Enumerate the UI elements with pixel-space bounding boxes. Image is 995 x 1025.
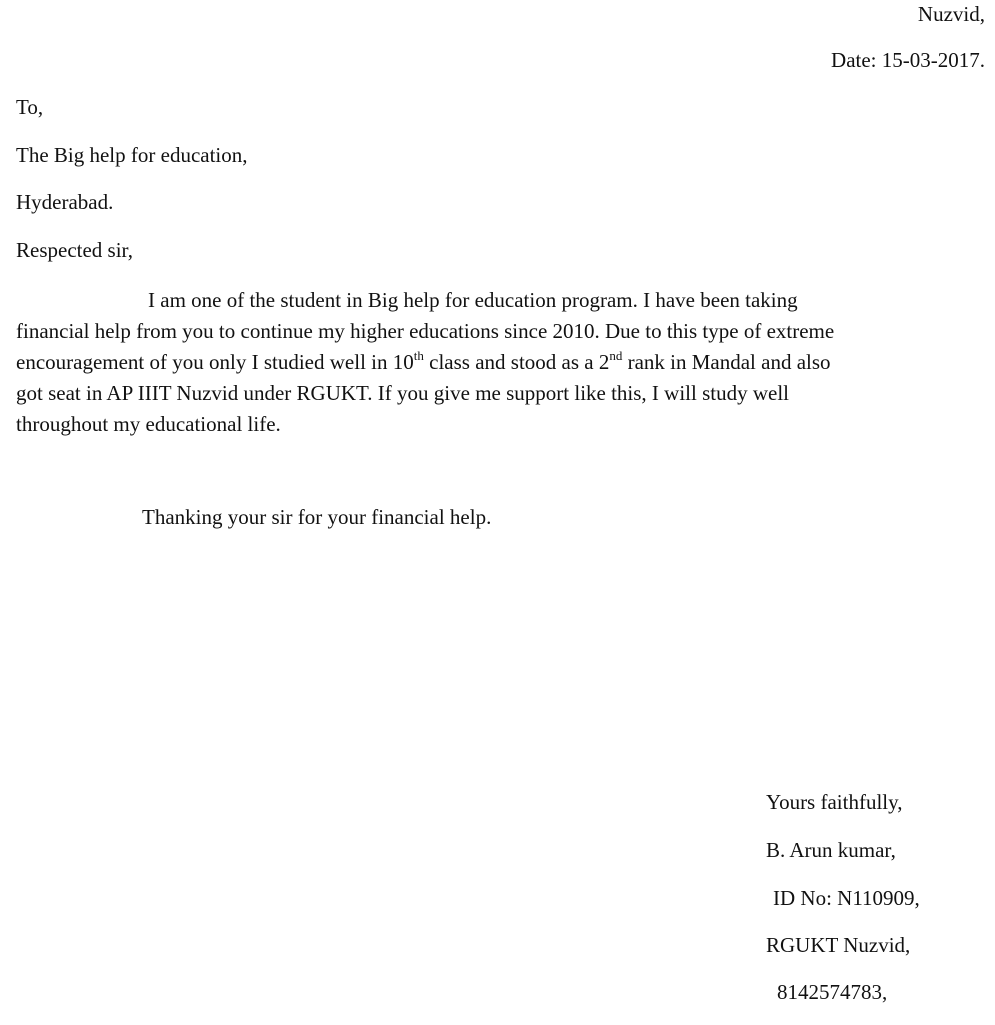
thanks-line: Thanking your sir for your financial help. (142, 505, 492, 529)
body-line-4: got seat in AP IIIT Nuzvid under RGUKT. If you give me support like this, I will study well (16, 381, 790, 405)
body-line-5: throughout my educational life. (16, 412, 281, 436)
body-line-3-part-a: encouragement of you only I studied well in 10 (16, 350, 414, 374)
body-line-3-part-b: class and stood as a 2 (423, 350, 610, 374)
closing-line: Yours faithfully, (766, 790, 903, 814)
sender-name: B. Arun kumar, (766, 838, 896, 862)
superscript-nd: nd (609, 348, 623, 363)
body-line-1: I am one of the student in Big help for education program. I have been taking (148, 288, 798, 312)
body-line-2: financial help from you to continue my higher educations since 2010. Due to this type of extreme (16, 319, 835, 343)
letter-body (16, 285, 994, 440)
body-line-3 (16, 347, 994, 378)
superscript-th: th (413, 348, 424, 363)
body-line-3-part-c: rank in Mandal and also (622, 350, 831, 374)
sender-phone: 8142574783, (777, 980, 888, 1004)
recipient-name: The Big help for education, (16, 143, 248, 167)
date-line: Date: 15-03-2017. (831, 48, 985, 72)
sender-org: RGUKT Nuzvid, (766, 933, 911, 957)
recipient-city: Hyderabad. (16, 190, 114, 214)
to-line: To, (16, 95, 44, 119)
sender-id: ID No: N110909, (773, 886, 920, 910)
salutation: Respected sir, (16, 238, 133, 262)
place-line: Nuzvid, (917, 2, 985, 26)
